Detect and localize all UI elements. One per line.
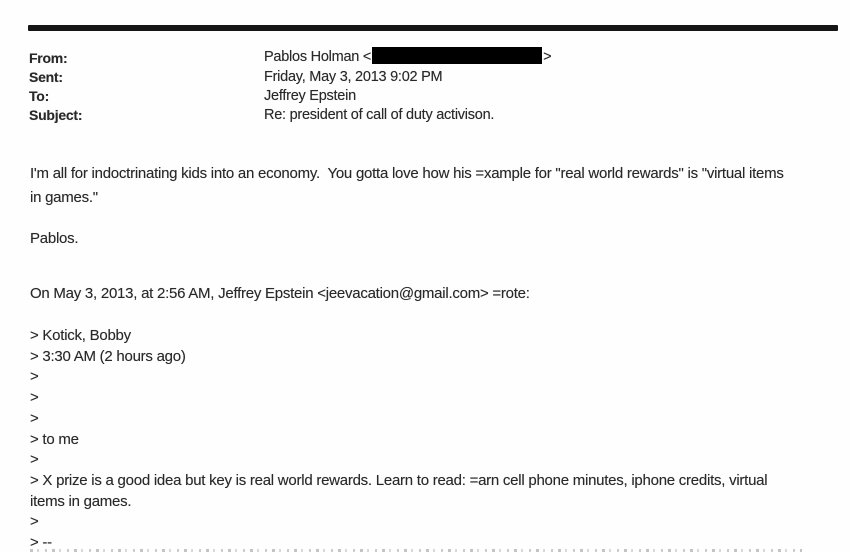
quoted-line: > [30,451,39,469]
from-label: From: [29,50,68,66]
quoted-reply-block [30,326,845,553]
quoted-line: > 3:30 AM (2 hours ago) [30,347,186,365]
to-value: Jeffrey Epstein [264,88,356,104]
signoff: Pablos. [30,230,79,247]
cut-off-text-line [30,549,802,552]
subject-value: Re: president of call of duty activison. [264,107,495,123]
quoted-line: > to me [30,430,79,448]
quote-intro: On May 3, 2013, at 2:56 AM, Jeffrey Epstein <jeevacation@gmail.com> =rote: [30,285,530,302]
quoted-line: > Kotick, Bobby [30,327,131,344]
sent-label: Sent: [29,69,63,85]
top-rule [28,25,838,31]
from-value [264,48,551,66]
redaction-bar [372,47,542,64]
quoted-line: > [30,513,39,531]
quoted-line-wrap: items in games. [30,492,132,510]
sent-value: Friday, May 3, 2013 9:02 PM [264,69,443,85]
body-paragraph-line-2: in games." [30,189,98,206]
to-label: To: [29,88,49,104]
quoted-line: > X prize is a good idea but key is real world rewards. Learn to read: =arn cell phone minutes, iphone credits, virtual [30,471,768,489]
quoted-line: > [30,389,39,407]
body-paragraph-line-1: I'm all for indoctrinating kids into an economy. You gotta love how his =xample for "real world rewards" is "virtual items [30,165,784,182]
quoted-line: > [30,368,39,386]
quoted-line: > [30,409,39,427]
subject-label: Subject: [29,107,83,123]
from-value-name: Pablos Holman < [264,49,372,65]
quoted-line: > -- [30,534,52,552]
from-value-close-bracket: > [543,49,552,65]
